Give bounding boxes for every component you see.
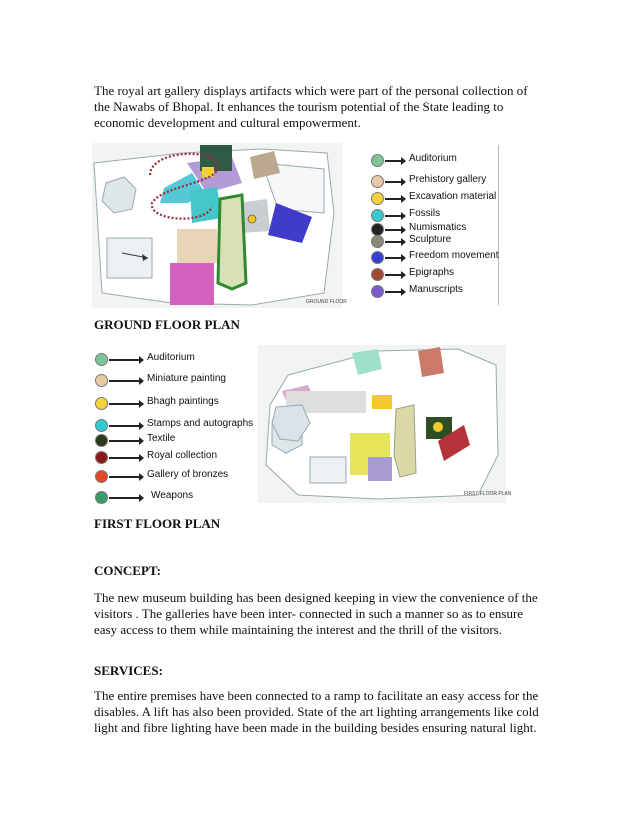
legend-label: Fossils (409, 208, 441, 219)
intro-paragraph: The royal art gallery displays artifacts which were part of the personal collection of the Nawabs of Bhopal. It enhances the tourism potential of the State leading to economic development and cultural empowerment. (94, 83, 528, 130)
legend-label: Sculpture (409, 234, 452, 245)
concept-paragraph: The new museum building has been designed keeping in view the convenience of the visitors . The galleries have been inter- connected in such a manner so as to ensure easy access to them while maintaining the interest and the thrill of the visitors. (94, 590, 538, 637)
legend-item (96, 433, 266, 449)
legend-label: Bhagh paintings (147, 396, 219, 407)
legend-label: Auditorium (409, 153, 457, 164)
legend-swatch-icon (96, 435, 107, 446)
arrowhead-icon (401, 271, 406, 279)
legend-label: Stamps and autographs (147, 418, 254, 429)
legend-label: Textile (147, 433, 176, 444)
legend-item (372, 153, 504, 169)
arrow-icon (109, 425, 139, 427)
legend-swatch-icon (96, 398, 107, 409)
arrowhead-icon (139, 494, 144, 502)
arrow-icon (109, 457, 139, 459)
arrowhead-icon (139, 454, 144, 462)
arrowhead-icon (401, 226, 406, 234)
first-floor-plan-image (258, 345, 512, 503)
arrowhead-icon (401, 195, 406, 203)
legend-swatch-icon (372, 176, 383, 187)
arrowhead-icon (139, 473, 144, 481)
legend-item (372, 284, 504, 300)
legend-item (96, 352, 266, 368)
legend-item (96, 469, 266, 485)
legend-label: Gallery of bronzes (147, 469, 229, 480)
arrowhead-icon (139, 377, 144, 385)
legend-label: Miniature painting (147, 373, 226, 384)
legend-item (96, 450, 266, 466)
legend-label: Royal collection (147, 450, 218, 461)
arrow-icon (385, 198, 401, 200)
legend-item (372, 267, 504, 283)
first-floor-heading: FIRST FLOOR PLAN (94, 516, 221, 531)
arrow-icon (385, 160, 401, 162)
legend-label: Freedom movement (409, 250, 499, 261)
legend-label: Epigraphs (409, 267, 455, 278)
arrow-icon (385, 291, 401, 293)
first-floor-legend (96, 352, 266, 502)
legend-label: Numismatics (409, 222, 467, 233)
ground-floor-stamp: GROUND FLOOR (306, 299, 347, 305)
arrowhead-icon (401, 288, 406, 296)
ground-floor-heading: GROUND FLOOR PLAN (94, 317, 240, 332)
arrow-icon (385, 274, 401, 276)
arrowhead-icon (139, 437, 144, 445)
legend-swatch-icon (372, 155, 383, 166)
arrow-icon (385, 215, 401, 217)
legend-swatch-icon (96, 471, 107, 482)
legend-label: Auditorium (147, 352, 195, 363)
legend-swatch-icon (372, 269, 383, 280)
arrow-icon (385, 257, 401, 259)
arrowhead-icon (401, 178, 406, 186)
legend-swatch-icon (96, 452, 107, 463)
legend-item (96, 418, 266, 434)
legend-item (372, 174, 504, 190)
arrow-icon (385, 181, 401, 183)
legend-swatch-icon (372, 210, 383, 221)
legend-item (96, 373, 266, 389)
legend-swatch-icon (372, 236, 383, 247)
legend-label: Prehistory gallery (409, 174, 487, 185)
legend-swatch-icon (96, 354, 107, 365)
ground-floor-plan-image (92, 143, 347, 308)
legend-swatch-icon (96, 375, 107, 386)
legend-item (96, 490, 266, 506)
concept-heading: CONCEPT: (94, 563, 161, 578)
legend-swatch-icon (96, 420, 107, 431)
arrow-icon (109, 380, 139, 382)
legend-swatch-icon (372, 193, 383, 204)
legend-swatch-icon (372, 252, 383, 263)
arrowhead-icon (401, 254, 406, 262)
arrow-icon (109, 403, 139, 405)
arrowhead-icon (139, 400, 144, 408)
arrowhead-icon (139, 422, 144, 430)
legend-item (372, 250, 504, 266)
services-paragraph: The entire premises have been connected to a ramp to facilitate an easy access for the disables. A lift has also been provided. State of the art lighting arrangements like cold light and fibre lighting have been made in the building besides ensuring natural light. (94, 688, 539, 735)
arrow-icon (385, 241, 401, 243)
arrow-icon (109, 497, 139, 499)
legend-item (372, 234, 504, 250)
legend-label: Weapons (151, 490, 194, 501)
arrow-icon (109, 359, 139, 361)
legend-swatch-icon (372, 286, 383, 297)
arrowhead-icon (139, 356, 144, 364)
legend-label: Manuscripts (409, 284, 463, 295)
legend-swatch-icon (96, 492, 107, 503)
legend-label: Excavation material (409, 191, 497, 202)
legend-item (372, 191, 504, 207)
ground-floor-legend (372, 153, 504, 308)
services-heading: SERVICES: (94, 663, 163, 678)
arrowhead-icon (401, 212, 406, 220)
arrow-icon (109, 440, 139, 442)
arrowhead-icon (401, 238, 406, 246)
legend-item (96, 396, 266, 412)
arrowhead-icon (401, 157, 406, 165)
arrow-icon (109, 476, 139, 478)
arrow-icon (385, 229, 401, 231)
first-floor-stamp: FIRST FLOOR PLAN (464, 491, 512, 497)
